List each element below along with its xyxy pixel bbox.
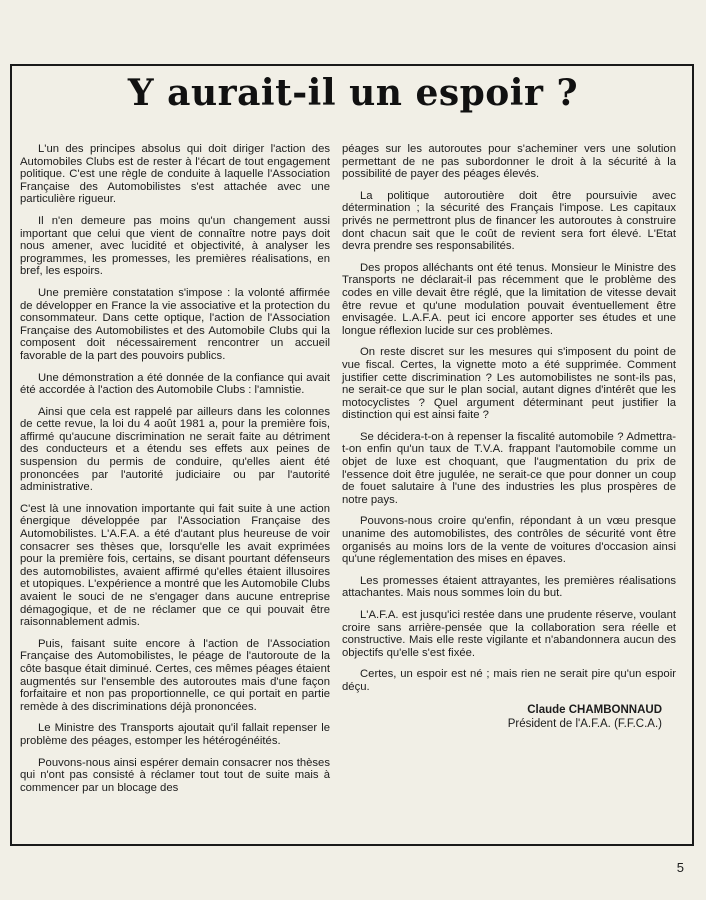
paragraph: Ainsi que cela est rappelé par ailleurs dans les colonnes de cette revue, la loi du 4 août 1981 a, pour la première fois, affirmé qu'aucune discrimination ne serait faite au détriment des conducteurs et a étendu ses effets aux peines de suspension du permis de conduire, qu'elles aient été prononcées par l'autorité judiciaire ou par l'autorité administrative.	[20, 405, 330, 494]
paragraph: L'A.F.A. est jusqu'ici restée dans une prudente réserve, voulant croire sans arrière-pensée que la collaboration sera réelle et constructive. Mais elle reste vigilante et n'abandonnera aucun des objectifs qu'elle s'est fixée.	[342, 609, 676, 659]
paragraph: Puis, faisant suite encore à l'action de l'Association Française des Automobilistes, le péage de l'autoroute de la côte basque était diminué. Certes, ces mêmes péages étaient augmentés sur l'ensemble des autoroutes mais d'une façon forfaitaire et non pas proportionnelle, ce qui portait en partie remède à des discriminations déjà prononcées.	[20, 637, 330, 713]
paragraph: Pouvons-nous croire qu'enfin, répondant à un vœu presque unanime des automobilistes, des contrôles de sécurité vont être organisés au moins lors de la vente de voitures d'occasion ainsi qu'une réglementation des mises en épaves.	[342, 515, 676, 566]
paragraph: Se décidera-t-on à repenser la fiscalité automobile ? Admettra-t-on enfin qu'un taux de T.V.A. frappant l'automobile comme un objet de luxe est choquant, que l'augmentation du prix de l'essence doit être jugulée, ne serait-ce que pour donner un coup de fouet salutaire à l'une des industries les plus prospères de notre pays.	[342, 430, 676, 506]
author-role: Président de l'A.F.A. (F.F.C.A.)	[507, 717, 662, 730]
paragraph: Il n'en demeure pas moins qu'un changement aussi important que celui que vient de connaître notre pays doit nous amener, avec lucidité et objectivité, à analyser les programmes, les promesses, les premières réalisations, en bref, les espoirs.	[20, 214, 330, 278]
right-column	[342, 143, 676, 731]
paragraph: péages sur les autoroutes pour s'acheminer vers une solution permettant de ne pas subordonner le droit à la sécurité à la possibilité de payer des péages élevés.	[342, 143, 676, 181]
left-column	[20, 143, 330, 803]
paragraph: C'est là une innovation importante qui fait suite à une action énergique développée par l'Association Française des Automobilistes. L'A.F.A. a été d'autant plus heureuse de voir consacrer ses thèses que, lorsqu'elle les avait exprimées pour la première fois, certains, se disant pourtant défenseurs des automobilistes, avaient affirmé qu'elles étaient illusoires et utopiques. L'expérience a montré que les Automobile Clubs avaient le souci de ne s'engager dans aucune entreprise démagogique, et de ne réclamer que ce qui pouvait être raisonnablement admis.	[20, 502, 330, 629]
paragraph: Une première constatation s'impose : la volonté affirmée de développer en France la vie associative et la protection du consommateur. Dans cette optique, l'action de l'Association Française des Automobilistes et des Automobile Clubs qui la composent doit nécessairement rencontrer un accueil favorable de la part des pouvoirs publics.	[20, 286, 330, 362]
signature-block	[342, 703, 676, 731]
page-number: 5	[676, 860, 684, 875]
paragraph: Certes, un espoir est né ; mais rien ne serait pire qu'un espoir déçu.	[342, 668, 676, 693]
author-name: Claude CHAMBONNAUD	[527, 703, 662, 716]
paragraph: On reste discret sur les mesures qui s'imposent du point de vue fiscal. Certes, la vignette moto a été supprimée. Comment justifier cette discrimination ? Les automobilistes ne sont-ils pas, ne serait-ce que sur le plan social, autant dignes d'intérêt que les motocyclistes ? Quel argument déterminant peut justifier la distinction qui est ainsi faite ?	[342, 346, 676, 422]
paragraph: La politique autoroutière doit être poursuivie avec détermination ; la sécurité des Français l'impose. Les capitaux privés ne permettront plus de financer les autoroutes à construire dont chacun sait que le coût de revient sera fort élevé. L'Etat devra prendre ses responsabilités.	[342, 189, 676, 253]
paragraph: Des propos alléchants ont été tenus. Monsieur le Ministre des Transports ne déclarait-il pas récemment que le problème des codes en ville devait être réglé, que la limitation de vitesse devait être revue et qu'une modulation pouvait éventuellement être envisagée. L.A.F.A. peut ici encore apporter ses études et une longue réflexion lucide sur ces problèmes.	[342, 261, 676, 337]
paragraph: Pouvons-nous ainsi espérer demain consacrer nos thèses qui n'ont pas consisté à réclamer tout tout de suite mais à commencer par un blocage des	[20, 756, 330, 794]
paragraph: L'un des principes absolus qui doit diriger l'action des Automobiles Clubs est de rester à l'écart de tout engagement politique. C'est une règle de conduite à laquelle l'Association Française des Automobilistes s'est attachée avec une particulière rigueur.	[20, 143, 330, 206]
paragraph: Une démonstration a été donnée de la confiance qui avait été accordée à l'action des Automobile Clubs : l'amnistie.	[20, 371, 330, 397]
paragraph: Le Ministre des Transports ajoutait qu'il fallait repenser le problème des péages, estomper les hétérogénéités.	[20, 722, 330, 747]
article-title: Y aurait-il un espoir ?	[127, 72, 579, 114]
paragraph: Les promesses étaient attrayantes, les premières réalisations attachantes. Mais nous sommes loin du but.	[342, 574, 676, 600]
